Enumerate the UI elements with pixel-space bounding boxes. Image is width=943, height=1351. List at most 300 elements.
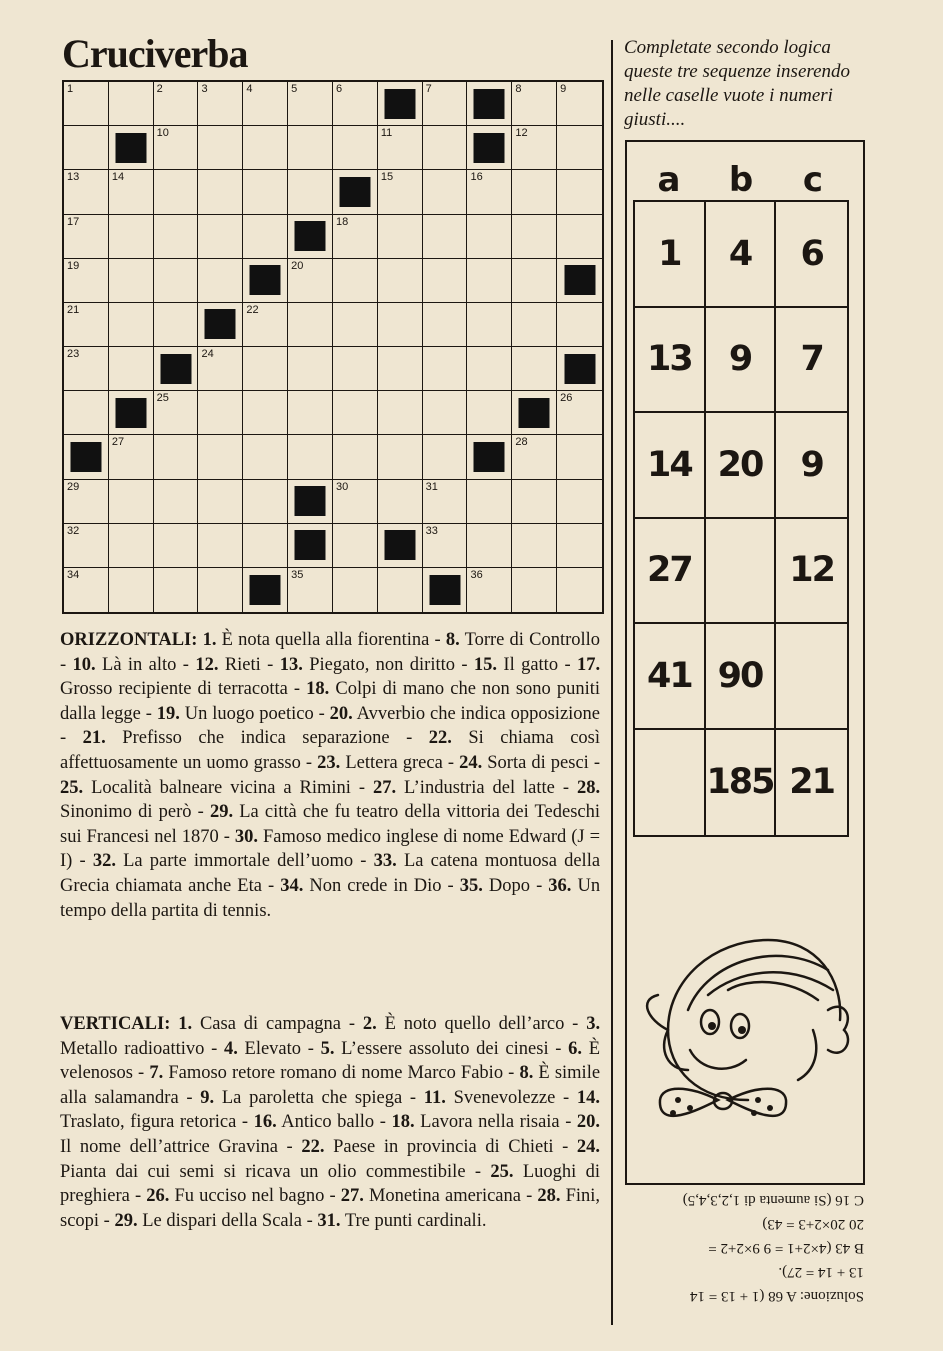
grid-cell[interactable]: [288, 259, 333, 303]
grid-cell[interactable]: [198, 391, 243, 435]
sequence-cell: 14: [635, 413, 706, 519]
sequence-cell: 41: [635, 624, 706, 730]
grid-block-cell: [109, 126, 154, 170]
grid-block-cell: [378, 82, 423, 126]
clue-number: 5.: [320, 1038, 335, 1059]
clue-text: Lavora nella risaia -: [420, 1112, 572, 1133]
clue-number: 28.: [537, 1186, 561, 1207]
cell-number: 24: [201, 348, 214, 360]
grid-cell[interactable]: [109, 524, 154, 568]
grid-cell[interactable]: [109, 303, 154, 347]
grid-cell[interactable]: [512, 259, 557, 303]
grid-block-cell: [467, 126, 512, 170]
cell-number: 12: [515, 127, 528, 140]
clue-number: 18.: [306, 679, 330, 700]
black-square: [115, 133, 146, 163]
grid-cell[interactable]: [198, 480, 243, 524]
grid-cell[interactable]: [64, 126, 109, 170]
black-square: [70, 442, 101, 472]
clue-text: Avverbio che indica opposizione -: [60, 703, 601, 749]
clue-number: 27.: [372, 777, 397, 798]
grid-cell[interactable]: [467, 480, 512, 524]
grid-cell[interactable]: [333, 303, 378, 347]
grid-cell[interactable]: [557, 82, 602, 126]
grid-cell[interactable]: [557, 568, 602, 612]
clue-text: Paese in provincia di Chieti -: [333, 1136, 569, 1157]
solution-line: Soluzione: A 68 (1 + 13 = 14: [689, 1288, 864, 1304]
grid-cell[interactable]: [154, 524, 199, 568]
clue-text: L’essere assoluto dei cinesi -: [341, 1038, 562, 1059]
clue-number: 12.: [195, 654, 219, 675]
grid-cell[interactable]: [288, 303, 333, 347]
grid-cell[interactable]: [109, 170, 154, 214]
grid-cell[interactable]: [557, 170, 602, 214]
grid-cell[interactable]: [243, 435, 288, 479]
grid-block-cell: [243, 568, 288, 612]
cell-number: 15: [380, 171, 394, 184]
grid-block-cell: [512, 391, 557, 435]
clue-text: Località balneare vicina a Rimini -: [91, 777, 366, 798]
sequence-cell: 21: [789, 762, 835, 803]
clue-number: 25.: [60, 777, 84, 798]
clue-text: La città che fu teatro della vittoria dei Tedeschi sui Francesi nel 1870 -: [60, 802, 600, 847]
grid-cell[interactable]: [557, 215, 602, 259]
grid-cell[interactable]: [288, 391, 333, 435]
clue-text: Monetina americana -: [368, 1186, 533, 1207]
grid-cell[interactable]: [154, 82, 199, 126]
grid-cell[interactable]: [243, 391, 288, 435]
sequence-cell: 9: [776, 413, 847, 519]
grid-cell[interactable]: [288, 126, 333, 170]
grid-block-cell: [154, 347, 199, 391]
grid-cell[interactable]: [557, 303, 602, 347]
grid-cell[interactable]: [288, 435, 333, 479]
clue-number: 10.: [72, 654, 96, 675]
cell-number: 27: [111, 436, 125, 449]
cell-number: 14: [111, 171, 125, 184]
clue-number: 18.: [391, 1112, 415, 1133]
cell-number: 32: [67, 524, 80, 537]
grid-cell[interactable]: [512, 82, 557, 126]
grid-cell[interactable]: [333, 524, 378, 568]
clue-number: 24.: [576, 1136, 601, 1157]
grid-cell[interactable]: [423, 303, 468, 347]
sequence-empty-cell[interactable]: [635, 730, 706, 836]
clue-text: Metallo radioattivo -: [60, 1038, 218, 1059]
grid-block-cell: [288, 524, 333, 568]
grid-cell[interactable]: [198, 347, 243, 391]
grid-cell[interactable]: [333, 259, 378, 303]
clue-number: 23.: [317, 752, 341, 773]
clue-number: 3.: [586, 1014, 601, 1034]
cell-number: 31: [425, 480, 438, 493]
grid-cell[interactable]: [333, 391, 378, 435]
solution-line: 13 + 14 = 27).: [778, 1264, 864, 1280]
black-square: [205, 309, 236, 339]
clue-text: La paroletta che spiega -: [221, 1087, 417, 1108]
sequence-cell: 4: [706, 202, 777, 308]
crossword-grid: [62, 80, 604, 614]
grid-cell[interactable]: [154, 303, 199, 347]
clue-text: Prefisso che indica separazione -: [122, 728, 413, 749]
grid-cell[interactable]: [467, 259, 512, 303]
grid-block-cell: [243, 259, 288, 303]
grid-cell[interactable]: [109, 480, 154, 524]
grid-cell[interactable]: [423, 82, 468, 126]
black-square: [564, 354, 595, 384]
grid-cell[interactable]: [109, 82, 154, 126]
cell-number: 11: [380, 127, 393, 140]
grid-cell[interactable]: [467, 347, 512, 391]
clue-number: 28.: [576, 777, 601, 798]
black-square: [250, 265, 281, 295]
sequence-cell: 7: [776, 308, 847, 414]
black-square: [250, 575, 281, 605]
grid-cell[interactable]: [467, 170, 512, 214]
grid-cell[interactable]: [288, 170, 333, 214]
clue-number: 30.: [234, 826, 258, 847]
grid-cell[interactable]: [378, 259, 423, 303]
grid-cell[interactable]: [198, 82, 243, 126]
grid-cell[interactable]: [423, 347, 468, 391]
cell-number: 13: [67, 171, 80, 184]
grid-cell[interactable]: [198, 568, 243, 612]
grid-cell[interactable]: [378, 568, 423, 612]
grid-cell[interactable]: [333, 347, 378, 391]
black-square: [160, 354, 191, 384]
grid-cell[interactable]: [109, 215, 154, 259]
grid-cell[interactable]: [154, 259, 199, 303]
clue-number: 34.: [280, 875, 304, 896]
grid-cell[interactable]: [378, 391, 423, 435]
cell-number: 36: [470, 568, 483, 581]
grid-cell[interactable]: [378, 215, 423, 259]
clue-text: È nota quella alla fiorentina -: [221, 630, 441, 650]
clue-text: Fini, scopi -: [60, 1186, 601, 1231]
cell-number: 30: [335, 480, 349, 493]
grid-cell[interactable]: [243, 126, 288, 170]
clue-text: È simile alla salamandra -: [60, 1063, 601, 1108]
grid-cell[interactable]: [423, 524, 468, 568]
grid-cell[interactable]: [512, 568, 557, 612]
cell-number: 16: [470, 171, 483, 184]
grid-block-cell: [333, 170, 378, 214]
grid-cell[interactable]: [333, 82, 378, 126]
sequence-cell: 13: [635, 308, 706, 414]
clue-number: 22.: [428, 728, 452, 749]
grid-cell[interactable]: [512, 215, 557, 259]
clue-number: 8.: [445, 630, 460, 650]
horizontal-clues: [60, 628, 600, 923]
grid-cell[interactable]: [64, 480, 109, 524]
clue-text: Rieti -: [224, 654, 274, 675]
grid-cell[interactable]: [423, 259, 468, 303]
clue-text: Dopo -: [488, 875, 543, 896]
grid-cell[interactable]: [109, 347, 154, 391]
cell-number: 2: [156, 83, 163, 95]
cell-number: 20: [291, 259, 304, 272]
grid-cell[interactable]: [467, 524, 512, 568]
grid-block-cell: [198, 303, 243, 347]
grid-cell[interactable]: [109, 568, 154, 612]
cell-number: 23: [67, 348, 80, 360]
grid-cell[interactable]: [64, 215, 109, 259]
grid-block-cell: [288, 215, 333, 259]
clue-text: Tre punti cardinali.: [344, 1210, 487, 1231]
clue-text: Luoghi di preghiera -: [60, 1161, 601, 1207]
grid-cell[interactable]: [557, 126, 602, 170]
grid-cell[interactable]: [154, 480, 199, 524]
clue-number: 24.: [459, 752, 483, 773]
grid-cell[interactable]: [154, 126, 199, 170]
clue-number: 1.: [178, 1014, 193, 1034]
grid-cell[interactable]: [288, 82, 333, 126]
grid-cell[interactable]: [243, 524, 288, 568]
clue-text: Grosso recipiente di terracotta -: [60, 679, 301, 700]
clue-text: Un tempo della partita di tennis.: [60, 875, 601, 921]
clue-text: Fu ucciso nel bagno -: [174, 1186, 336, 1207]
grid-cell[interactable]: [154, 215, 199, 259]
cell-number: 29: [67, 480, 80, 493]
grid-cell[interactable]: [109, 435, 154, 479]
sequence-cell: 6: [776, 202, 847, 308]
clue-text: Là in alto -: [102, 654, 189, 675]
grid-cell[interactable]: [378, 303, 423, 347]
sequence-cell: 12: [776, 519, 847, 625]
clue-text: Antico ballo -: [281, 1112, 386, 1133]
black-square: [339, 177, 370, 207]
grid-cell[interactable]: [512, 480, 557, 524]
grid-cell[interactable]: [378, 347, 423, 391]
cell-number: 7: [425, 83, 432, 95]
black-square: [115, 398, 146, 428]
cell-number: 10: [156, 127, 169, 140]
sequence-cell: 9: [706, 308, 777, 414]
clue-number: 26.: [146, 1186, 170, 1207]
grid-cell[interactable]: [467, 568, 512, 612]
clue-text: Colpi di mano che non sono puniti dalla legge -: [60, 679, 601, 724]
page-title: Cruciverba: [62, 31, 248, 76]
grid-cell[interactable]: [512, 303, 557, 347]
grid-cell[interactable]: [557, 391, 602, 435]
cell-number: 25: [156, 392, 169, 405]
black-square: [295, 221, 326, 251]
sequence-cell: 185: [706, 730, 777, 836]
cell-number: 28: [515, 436, 528, 449]
cell-number: 19: [67, 259, 80, 272]
clue-number: 27.: [340, 1186, 364, 1207]
girl-cartoon-icon: [628, 900, 856, 1150]
clue-number: 21.: [82, 728, 106, 749]
cell-number: 22: [246, 303, 259, 316]
grid-cell[interactable]: [64, 391, 109, 435]
cell-number: 21: [67, 303, 80, 316]
sequence-table: [633, 200, 849, 837]
grid-block-cell: [467, 82, 512, 126]
grid-cell[interactable]: [423, 480, 468, 524]
black-square: [474, 442, 505, 472]
column-header-b: b: [728, 160, 754, 200]
solution-upside-down: [614, 1188, 864, 1308]
black-square: [519, 398, 550, 428]
clue-number: 17.: [576, 654, 601, 675]
clue-text: Sinonimo di però -: [60, 802, 204, 823]
grid-cell[interactable]: [64, 259, 109, 303]
clue-number: 14.: [576, 1087, 600, 1108]
clue-number: 36.: [548, 875, 572, 896]
clue-number: 20.: [329, 703, 353, 724]
grid-block-cell: [288, 480, 333, 524]
grid-cell[interactable]: [333, 480, 378, 524]
grid-cell[interactable]: [333, 126, 378, 170]
clue-text: La catena montuosa della Grecia chiamata anche Eta -: [60, 851, 601, 896]
grid-cell[interactable]: [333, 568, 378, 612]
grid-cell[interactable]: [512, 347, 557, 391]
vertical-clues: [60, 1012, 600, 1233]
clue-text: Famoso retore romano di nome Marco Fabio -: [168, 1063, 515, 1084]
cell-number: 34: [67, 568, 80, 581]
grid-cell[interactable]: [243, 82, 288, 126]
clues-label: VERTICALI:: [60, 1014, 171, 1034]
grid-cell[interactable]: [64, 347, 109, 391]
grid-cell[interactable]: [557, 435, 602, 479]
clue-number: 31.: [317, 1210, 341, 1231]
grid-cell[interactable]: [512, 524, 557, 568]
grid-block-cell: [423, 568, 468, 612]
grid-cell[interactable]: [198, 215, 243, 259]
grid-cell[interactable]: [109, 259, 154, 303]
clue-text: Pianta dai cui semi si ricava un olio commestibile -: [60, 1161, 482, 1182]
grid-cell[interactable]: [243, 170, 288, 214]
grid-block-cell: [557, 259, 602, 303]
grid-cell[interactable]: [243, 303, 288, 347]
grid-cell[interactable]: [423, 215, 468, 259]
grid-block-cell: [467, 435, 512, 479]
sequence-cell: 27: [635, 519, 706, 625]
black-square: [295, 486, 326, 516]
clue-number: 13.: [279, 654, 303, 675]
black-square: [474, 89, 505, 119]
grid-cell[interactable]: [423, 126, 468, 170]
grid-cell[interactable]: [198, 524, 243, 568]
clue-number: 16.: [253, 1112, 277, 1133]
grid-cell[interactable]: [198, 170, 243, 214]
grid-cell[interactable]: [512, 170, 557, 214]
clue-text: Lettera greca -: [345, 752, 455, 773]
cell-number: 8: [515, 83, 522, 95]
clue-number: 1.: [202, 630, 217, 650]
clue-text: È velenosos -: [60, 1038, 601, 1084]
grid-cell[interactable]: [288, 347, 333, 391]
grid-cell[interactable]: [64, 82, 109, 126]
grid-cell[interactable]: [64, 303, 109, 347]
sequence-cell: 90: [706, 624, 777, 730]
grid-cell[interactable]: [333, 435, 378, 479]
grid-cell[interactable]: [154, 435, 199, 479]
cell-number: 33: [425, 524, 438, 537]
cell-number: 26: [560, 392, 573, 405]
sequence-empty-cell[interactable]: [706, 519, 777, 625]
solution-line: B 43 (4×2+1 = 9 9×2+2 =: [708, 1240, 864, 1256]
cell-number: 9: [560, 83, 567, 95]
clue-number: 11.: [423, 1087, 446, 1108]
clue-text: Non crede in Dio -: [309, 875, 454, 896]
grid-cell[interactable]: [333, 215, 378, 259]
solution-line: 20 20×2+3 = 43): [762, 1216, 864, 1232]
grid-cell[interactable]: [198, 435, 243, 479]
grid-cell[interactable]: [557, 480, 602, 524]
black-square: [429, 575, 460, 605]
grid-cell[interactable]: [64, 170, 109, 214]
grid-cell[interactable]: [467, 391, 512, 435]
grid-cell[interactable]: [378, 480, 423, 524]
clue-text: Piegato, non diritto -: [309, 654, 468, 675]
sequence-empty-cell[interactable]: [776, 624, 847, 730]
grid-cell[interactable]: [243, 347, 288, 391]
clue-text: Il nome dell’attrice Gravina -: [60, 1136, 293, 1157]
grid-cell[interactable]: [423, 170, 468, 214]
grid-cell[interactable]: [198, 259, 243, 303]
cell-number: 6: [335, 83, 343, 95]
grid-cell[interactable]: [154, 391, 199, 435]
clue-text: L’industria del latte -: [404, 777, 569, 798]
clue-text: Famoso medico inglese di nome Edward (J = I) -: [60, 826, 601, 872]
grid-cell[interactable]: [64, 524, 109, 568]
clue-text: Casa di campagna -: [199, 1014, 356, 1034]
grid-cell[interactable]: [423, 391, 468, 435]
grid-cell[interactable]: [467, 215, 512, 259]
column-header-c: c: [802, 160, 824, 200]
black-square: [384, 89, 415, 119]
clue-text: Elevato -: [244, 1038, 314, 1059]
grid-cell[interactable]: [154, 568, 199, 612]
clue-number: 7.: [149, 1063, 164, 1084]
grid-block-cell: [378, 524, 423, 568]
clue-number: 8.: [519, 1063, 534, 1084]
grid-cell[interactable]: [378, 126, 423, 170]
column-header-a: a: [657, 160, 681, 200]
grid-cell[interactable]: [64, 568, 109, 612]
black-square: [384, 530, 415, 560]
grid-block-cell: [109, 391, 154, 435]
grid-cell[interactable]: [378, 435, 423, 479]
grid-cell[interactable]: [198, 126, 243, 170]
grid-cell[interactable]: [423, 435, 468, 479]
clue-number: 19.: [156, 703, 180, 724]
grid-cell[interactable]: [512, 435, 557, 479]
grid-cell[interactable]: [288, 568, 333, 612]
clues-label: ORIZZONTALI:: [60, 630, 198, 650]
grid-cell[interactable]: [243, 480, 288, 524]
cell-number: 1: [67, 83, 74, 95]
clue-text: È noto quello dell’arco -: [384, 1014, 579, 1034]
clue-text: Si chiama così affettuosamente un uomo grasso -: [60, 728, 601, 773]
clue-text: Svenevolezze -: [453, 1087, 570, 1108]
black-square: [295, 530, 326, 560]
solution-line: C 16 (Si aumenta di 1,2,3,4,5): [682, 1192, 864, 1208]
cell-number: 35: [291, 568, 304, 581]
grid-cell[interactable]: [467, 303, 512, 347]
clue-number: 9.: [200, 1087, 215, 1108]
grid-cell[interactable]: [378, 170, 423, 214]
grid-cell[interactable]: [557, 524, 602, 568]
cell-number: 17: [67, 215, 80, 228]
grid-cell[interactable]: [154, 170, 199, 214]
grid-cell[interactable]: [243, 215, 288, 259]
grid-cell[interactable]: [512, 126, 557, 170]
black-square: [564, 265, 595, 295]
puzzle-intro: Completate secondo logica queste tre sequenze inserendo nelle caselle vuote i numeri giusti....: [624, 37, 851, 130]
